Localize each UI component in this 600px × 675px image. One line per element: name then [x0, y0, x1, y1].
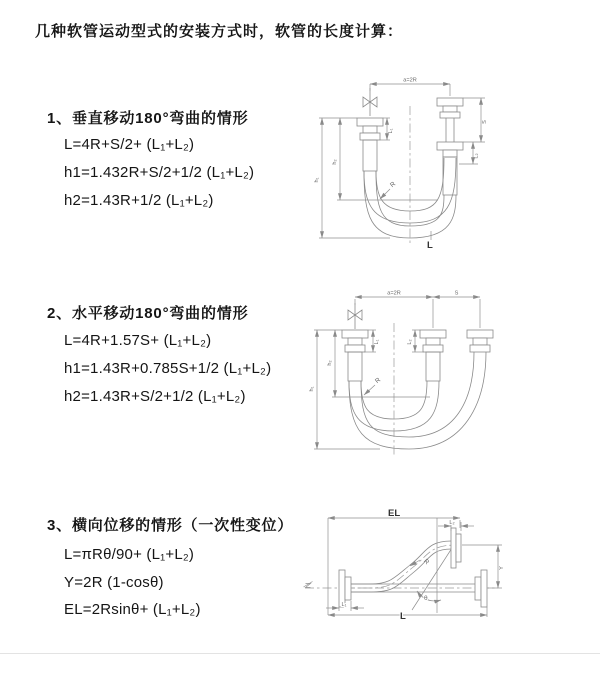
theta-label: θ — [424, 595, 428, 602]
section-2-formula-3: h2=1.43R+S/2+1/2 (L₁+L₂) — [64, 388, 246, 405]
right-flange-two-positions — [437, 98, 463, 195]
fit1-label: L₁ — [374, 339, 380, 345]
h1-label: h₁ — [309, 386, 315, 392]
dimension-span — [370, 78, 450, 97]
h2-label: h₂ — [327, 360, 333, 366]
section-2-formula-2: h1=1.43R+0.785S+1/2 (L₁+L₂) — [64, 360, 272, 377]
span-label: a=2R — [387, 290, 401, 297]
right-flange — [475, 570, 487, 607]
valve-icon — [348, 303, 362, 329]
span-label: a=2R — [403, 77, 417, 84]
axis-z-mark — [304, 582, 313, 588]
length-callout — [427, 231, 433, 251]
dimension-fit1 — [326, 601, 364, 611]
braided-section — [348, 352, 362, 381]
dimension-h2 — [332, 118, 438, 200]
radius-label: R — [389, 180, 398, 190]
fit2-label: L₂ — [407, 339, 413, 345]
section-1-formula-3: h2=1.43R+1/2 (L₁+L₂) — [64, 192, 214, 209]
dimension-length — [328, 607, 487, 622]
section-2-heading: 2、水平移动180°弯曲的情形 — [47, 305, 249, 322]
stroke-label: S — [454, 290, 459, 297]
section-1-heading: 1、垂直移动180°弯曲的情形 — [47, 110, 249, 127]
radius-callout — [364, 376, 382, 395]
section-3-heading: 3、横向位移的情形（一次性变位） — [47, 517, 294, 534]
fit1-label: L₁ — [388, 128, 394, 134]
diagram-vertical-180-bend — [310, 68, 580, 258]
left-flange — [342, 330, 368, 381]
fit2-label: L₂ — [449, 520, 455, 526]
braided-section — [426, 352, 440, 381]
page-title: 几种软管运动型式的安装方式时，软管的长度计算： — [35, 23, 404, 40]
left-flange — [357, 118, 383, 171]
length-label: L — [400, 611, 406, 622]
diagram-horizontal-180-bend — [305, 283, 595, 463]
valve-icon — [363, 88, 377, 116]
radius-label: R — [374, 376, 383, 386]
diagram-lateral-displacement — [300, 505, 600, 650]
section-1-formula-2: h1=1.432R+S/2+1/2 (L₁+L₂) — [64, 164, 255, 181]
el-label: EL — [388, 508, 401, 519]
fit1-label: L₁ — [341, 602, 347, 608]
radius-label: R — [421, 557, 431, 567]
dimension-h1 — [309, 330, 383, 449]
right-flange — [467, 330, 493, 352]
braided-section — [443, 157, 457, 195]
y-label: Y — [499, 566, 505, 570]
section-2-formula-1: L=4R+1.57S+ (L₁+L₂) — [64, 332, 212, 349]
middle-flange — [420, 330, 446, 381]
section-3-formula-1: L=πRθ/90+ (L₁+L₂) — [64, 546, 195, 563]
upper-flange — [451, 528, 461, 568]
page-edge-line — [0, 653, 600, 654]
stroke-label: S — [482, 120, 488, 124]
hose-curves — [349, 352, 486, 449]
braided-section — [363, 140, 377, 171]
h2-label: h₂ — [332, 159, 338, 165]
section-3-formula-2: Y=2R (1-cosθ) — [64, 574, 164, 591]
section-1-formula-1: L=4R+S/2+ (L₁+L₂) — [64, 136, 195, 153]
length-label: L — [427, 240, 433, 251]
dimension-stroke — [463, 98, 488, 142]
dimension-span — [355, 291, 480, 329]
h1-label: h₁ — [314, 177, 320, 183]
radius-callout — [380, 180, 397, 199]
fit2-label: L₂ — [473, 153, 480, 159]
section-3-formula-3: EL=2Rsinθ+ (L₁+L₂) — [64, 601, 201, 618]
